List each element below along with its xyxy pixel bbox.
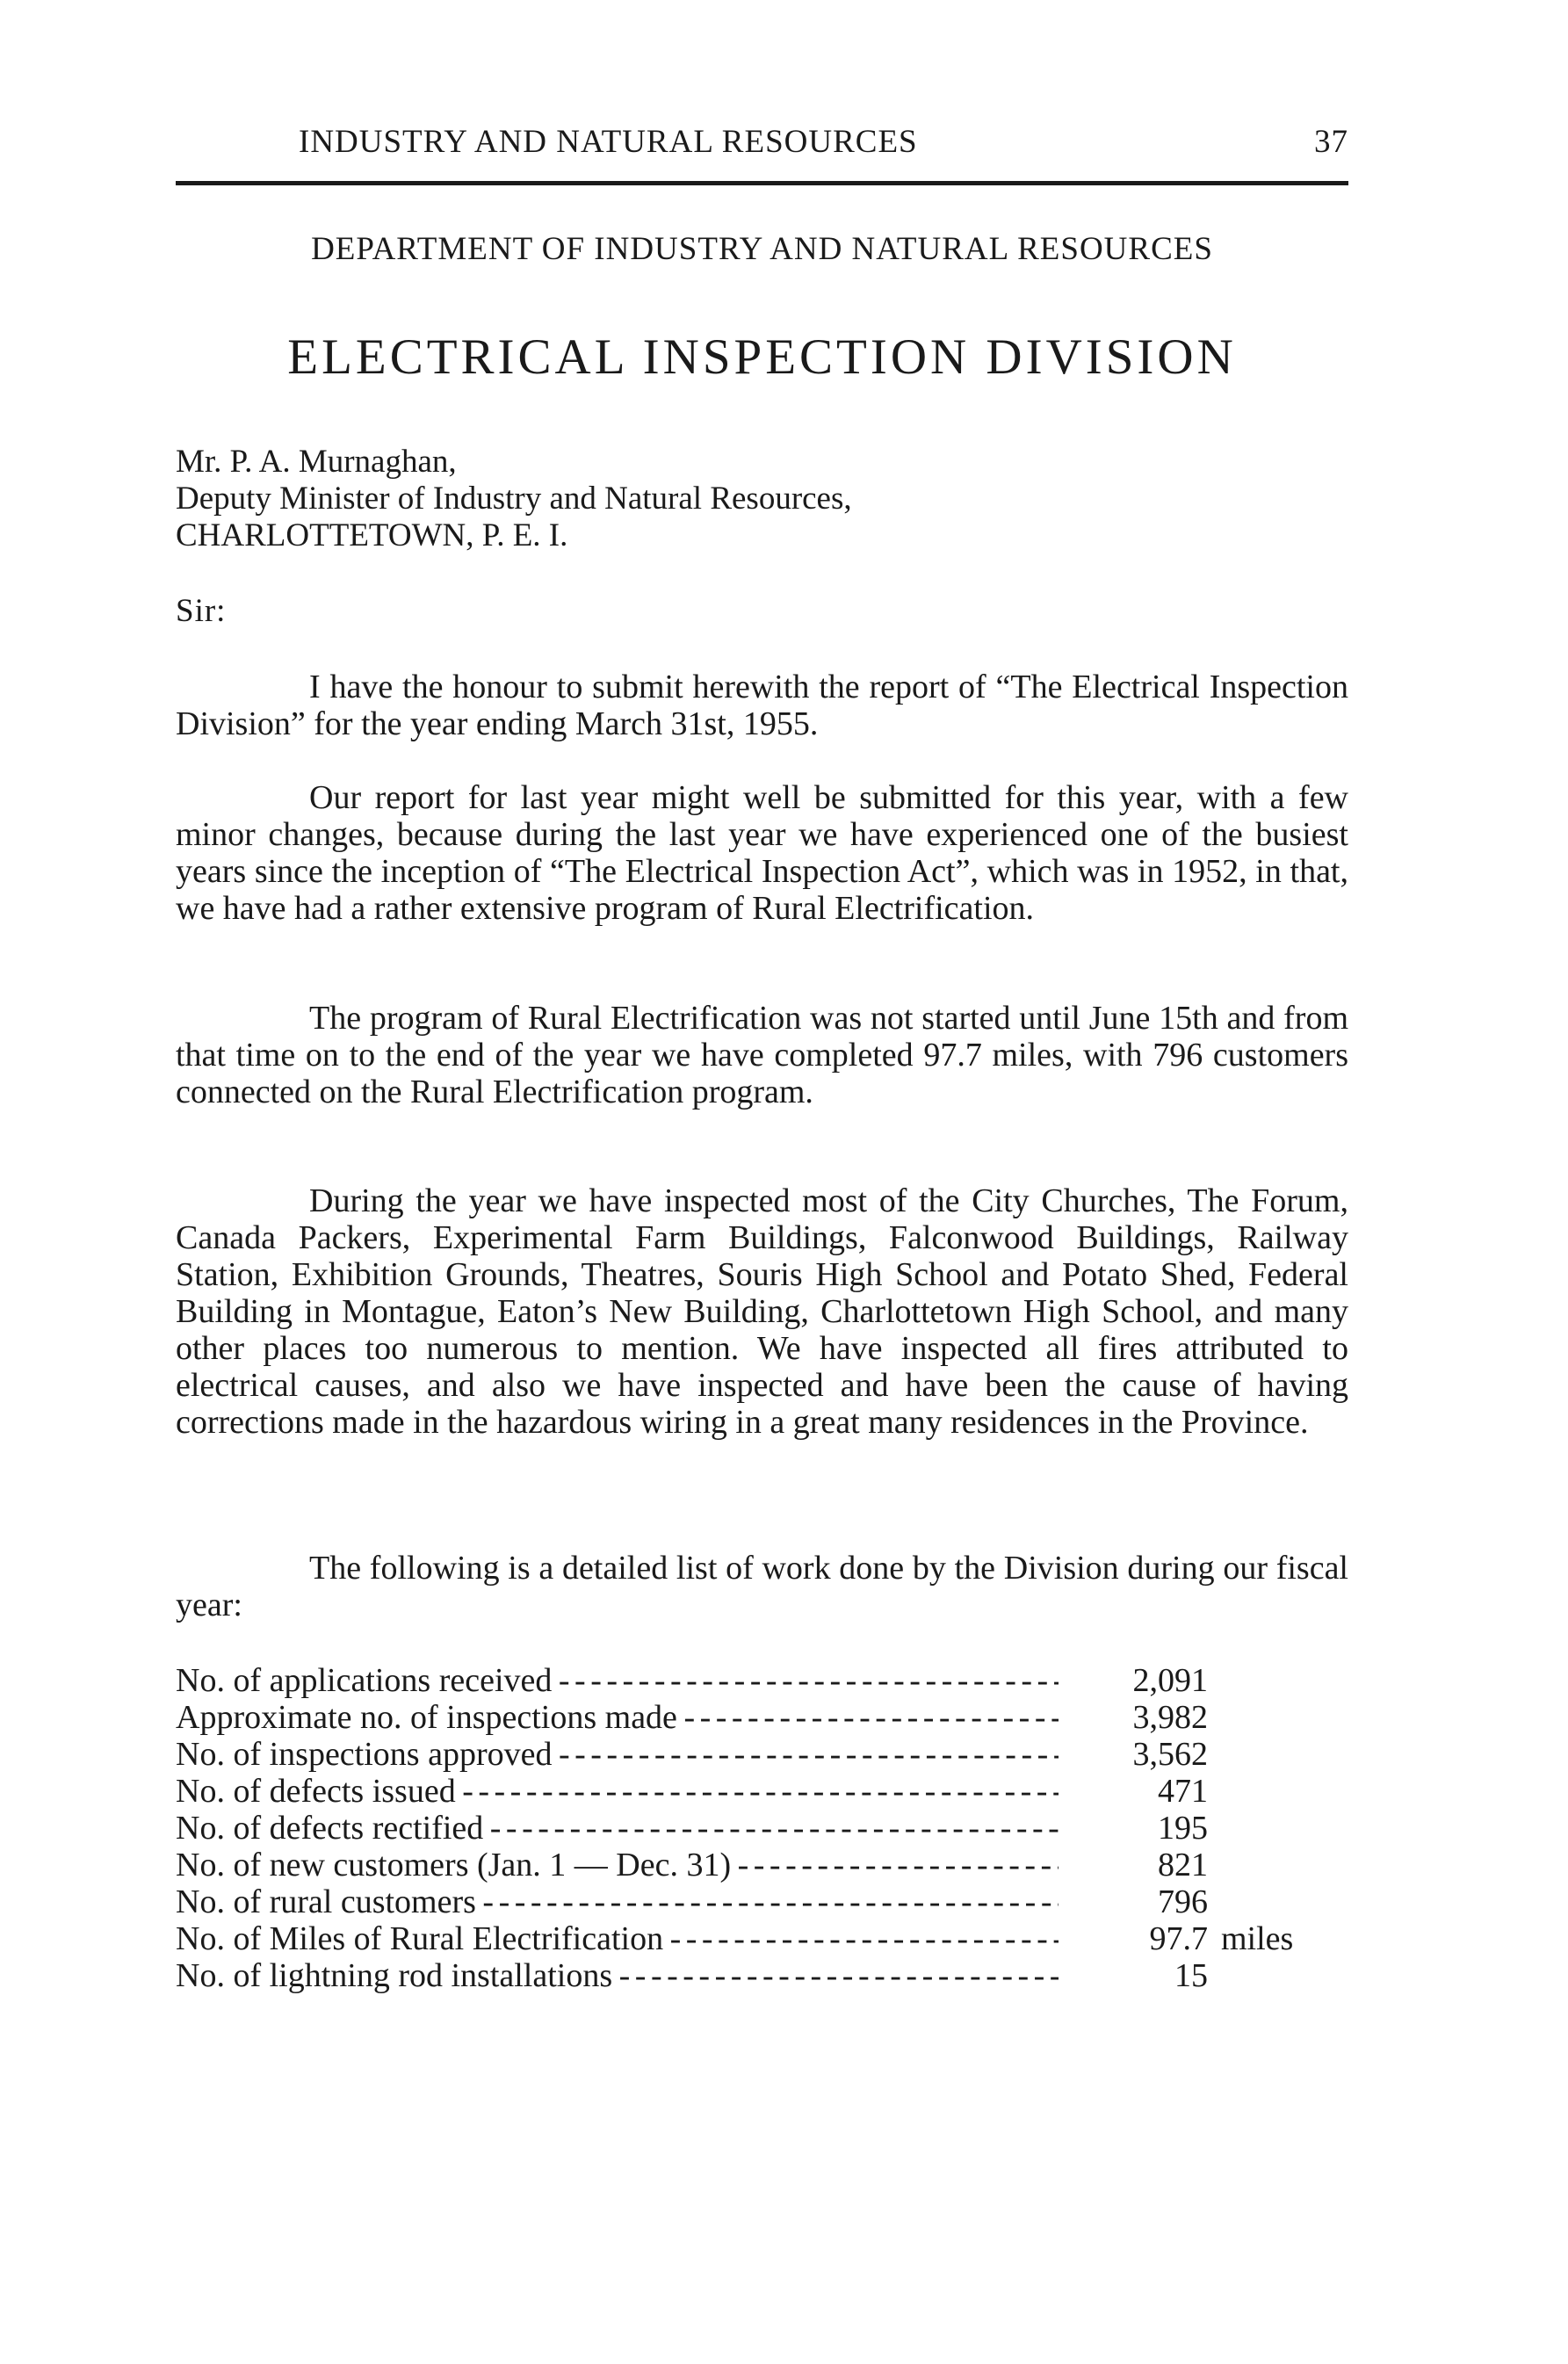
stat-value: 3,562: [1132, 1736, 1208, 1773]
stat-label: No. of rural customers - - -: [176, 1883, 1059, 1920]
stat-row-inspections-approved: [176, 1736, 1357, 1773]
stat-label: No. of defects issued - - -: [176, 1773, 1059, 1810]
addressee-position: Deputy Minister of Industry and Natural Resources,: [176, 481, 852, 517]
addressee-name: Mr. P. A. Murnaghan,: [176, 444, 457, 480]
running-title: INDUSTRY AND NATURAL RESOURCES: [299, 124, 918, 160]
stat-value: 796: [1158, 1883, 1208, 1920]
stat-row-lightning-rods: [176, 1957, 1357, 1994]
stat-value: 2,091: [1132, 1662, 1208, 1699]
stat-row-defects-rectified: [176, 1810, 1357, 1847]
paragraph-inspections: During the year we have inspected most of the City Churches, The Forum, Canada Packers, Experimental Farm Buildings, Falconwood Buildings, Railway Station, Exhibition Grounds, Theatres, Souris High School and Potato Shed, Federal Building in Montague, Eaton’s New Building, Charlottetown High School, and many other places too numerous to mention. We have inspected all fires attributed to electrical causes, and also we have inspected and have been the cause of having corrections made in the hazardous wiring in a great many residences in the Province.: [176, 1182, 1348, 1441]
stat-row-applications: [176, 1662, 1357, 1699]
stat-unit: miles: [1221, 1920, 1294, 1957]
salutation: Sir:: [176, 593, 227, 629]
address-block: [176, 444, 852, 554]
stat-row-miles-electrification: [176, 1920, 1357, 1957]
stat-label: No. of applications received - - -: [176, 1662, 1059, 1699]
department-heading: DEPARTMENT OF INDUSTRY AND NATURAL RESOURCES: [311, 231, 1213, 267]
stat-label: No. of new customers (Jan. 1 — Dec. 31) - - -: [176, 1847, 1059, 1883]
stat-row-inspections-made: [176, 1699, 1357, 1736]
paragraph-introduction: I have the honour to submit herewith the report of “The Electrical Inspection Division” for the year ending March 31st, 1955.: [176, 669, 1348, 742]
stat-label: No. of inspections approved - - -: [176, 1736, 1059, 1773]
header-rule: [176, 181, 1348, 185]
page-number: 37: [1314, 124, 1348, 160]
stat-label: No. of Miles of Rural Electrification - - -: [176, 1920, 1059, 1957]
stat-value: 471: [1158, 1773, 1208, 1810]
running-header: [176, 123, 1348, 167]
stat-label: No. of defects rectified - - -: [176, 1810, 1059, 1847]
stat-value: 15: [1174, 1957, 1208, 1994]
stat-label: Approximate no. of inspections made - - -: [176, 1699, 1059, 1736]
stat-value: 195: [1158, 1810, 1208, 1847]
stat-row-rural-customers: [176, 1883, 1357, 1920]
stat-value: 3,982: [1132, 1699, 1208, 1736]
statistics-list: [176, 1662, 1357, 1994]
stat-row-defects-issued: [176, 1773, 1357, 1810]
stat-row-new-customers: [176, 1847, 1357, 1883]
division-title: ELECTRICAL INSPECTION DIVISION: [287, 329, 1237, 385]
stat-label: No. of lightning rod installations - - -: [176, 1957, 1059, 1994]
addressee-city: CHARLOTTETOWN, P. E. I.: [176, 517, 568, 553]
stat-value: 97.7: [1149, 1920, 1208, 1957]
stat-value: 821: [1158, 1847, 1208, 1883]
paragraph-busy-year: Our report for last year might well be submitted for this year, with a few minor changes, because during the last year we have experienced one of the busiest years since the inception of “The Electrical Inspection Act”, which was in 1952, in that, we have had a rather extensive program of Rural Electrification.: [176, 779, 1348, 927]
paragraph-rural-program: The program of Rural Electrification was not started until June 15th and from that time on to the end of the year we have completed 97.7 miles, with 796 customers connected on the Rural Electrification program.: [176, 1000, 1348, 1110]
paragraph-list-intro: The following is a detailed list of work done by the Division during our fiscal year:: [176, 1550, 1348, 1623]
